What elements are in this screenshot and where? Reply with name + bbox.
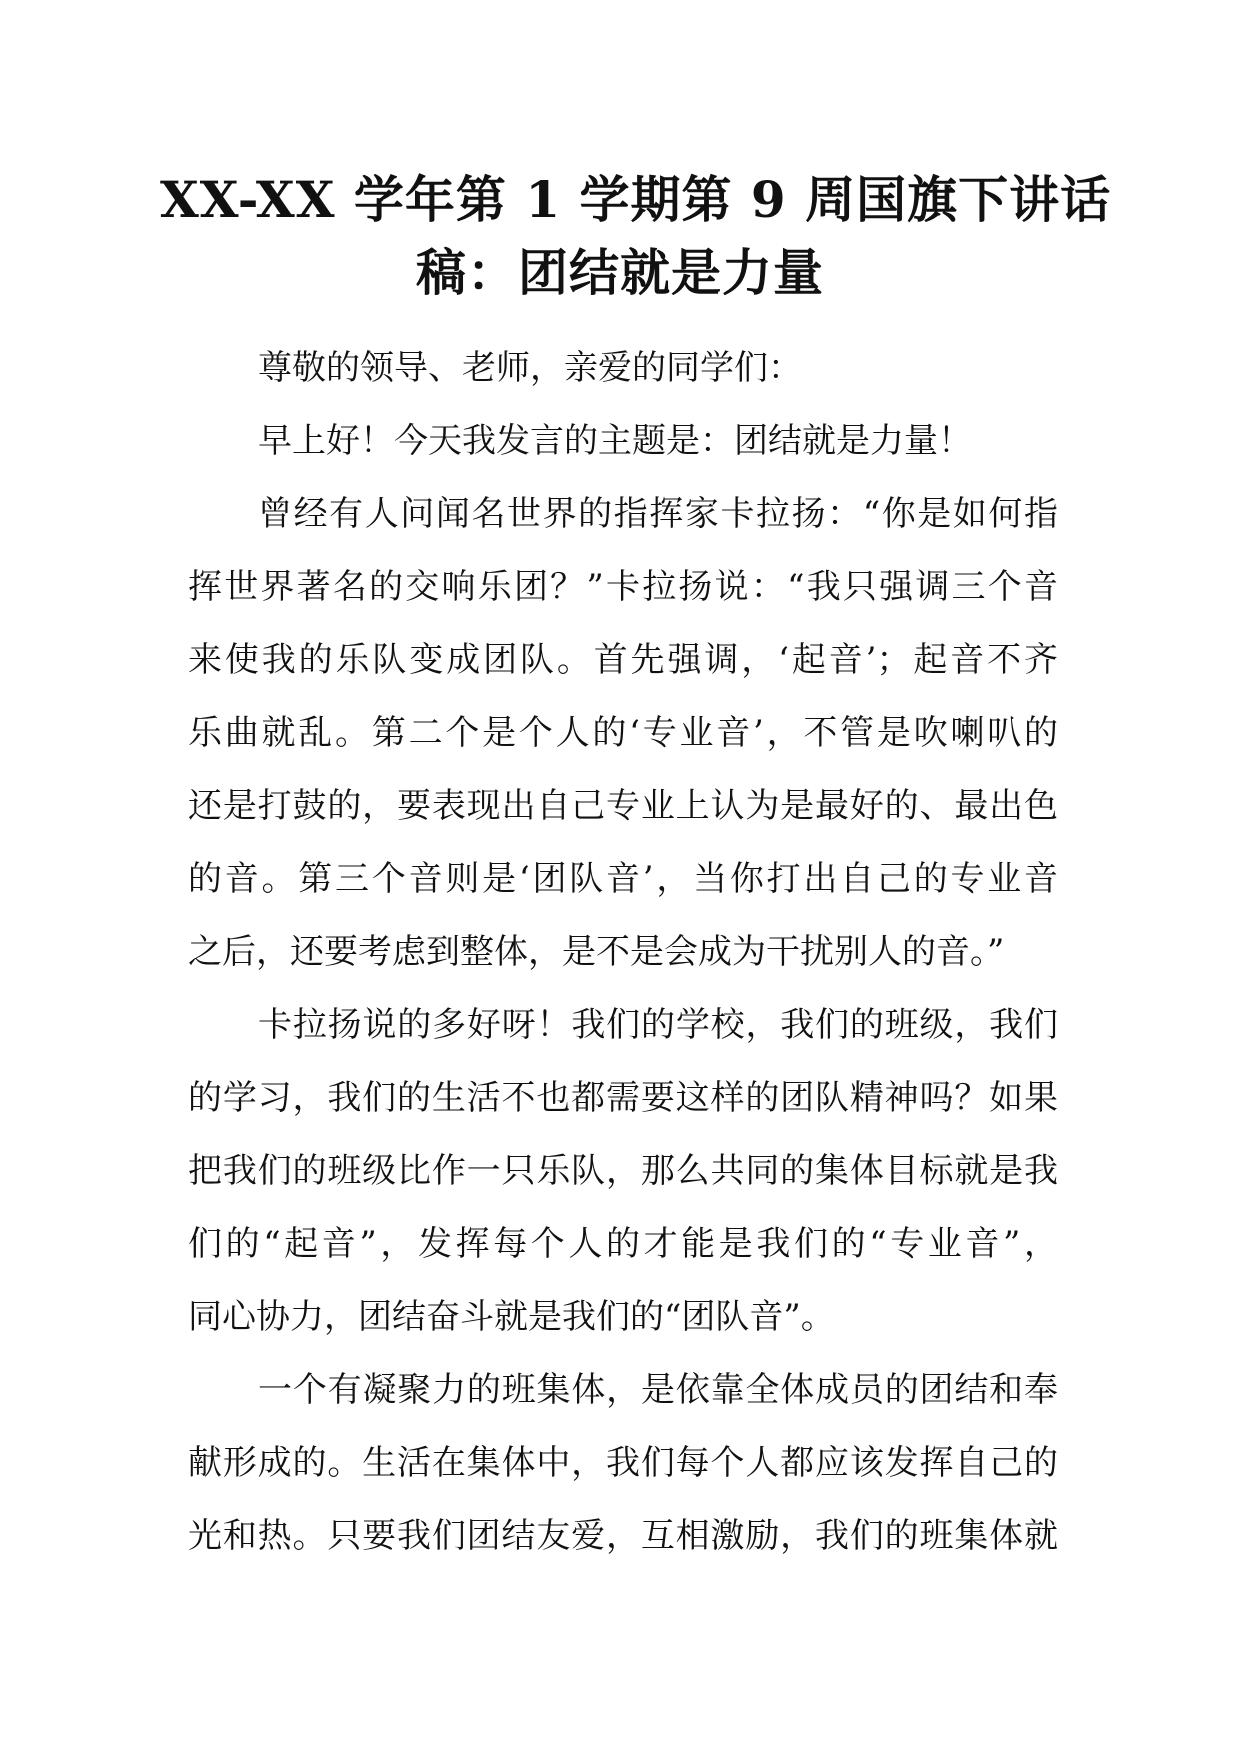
paragraph-line: 卡拉扬说的多好呀！我们的学校，我们的班级，我们	[258, 1005, 1058, 1045]
document-title-line-2: 稿：团结就是力量	[416, 243, 824, 302]
paragraph-line: 还是打鼓的，要表现出自己专业上认为是最好的、最出色	[188, 786, 1058, 826]
speech-body	[188, 332, 1058, 1573]
paragraph-line: 献形成的。生活在集体中，我们每个人都应该发挥自己的	[188, 1443, 1058, 1483]
document-title-line-1: XX-XX 学年第 1 学期第 9 周国旗下讲话	[160, 170, 1112, 229]
salutation-line: 尊敬的领导、老师，亲爱的同学们：	[258, 348, 802, 388]
paragraph-line: 乐曲就乱。第二个是个人的‘专业音’，不管是吹喇叭的	[188, 713, 1058, 753]
paragraph-line: 一个有凝聚力的班集体，是依靠全体成员的团结和奉	[258, 1370, 1058, 1410]
paragraph-line: 来使我的乐队变成团队。首先强调，‘起音’；起音不齐	[188, 640, 1058, 680]
paragraph-line: 们的“起音”，发挥每个人的才能是我们的“专业音”，	[188, 1224, 1058, 1264]
paragraph-line: 的学习，我们的生活不也都需要这样的团队精神吗？如果	[188, 1078, 1058, 1118]
paragraph-line: 之后，还要考虑到整体，是不是会成为干扰别人的音。”	[188, 932, 1005, 972]
paragraph-line: 曾经有人问闻名世界的指挥家卡拉扬：“你是如何指	[258, 494, 1058, 534]
paragraph-line: 的音。第三个音则是‘团队音’，当你打出自己的专业音	[188, 859, 1058, 899]
paragraph-line: 光和热。只要我们团结友爱，互相激励，我们的班集体就	[188, 1516, 1058, 1556]
paragraph-line: 同心协力，团结奋斗就是我们的“团队音”。	[188, 1297, 835, 1337]
paragraph-line: 把我们的班级比作一只乐队，那么共同的集体目标就是我	[188, 1151, 1058, 1191]
greeting-line: 早上好！今天我发言的主题是：团结就是力量！	[258, 421, 972, 461]
paragraph-line: 挥世界著名的交响乐团？”卡拉扬说：“我只强调三个音	[188, 567, 1058, 607]
